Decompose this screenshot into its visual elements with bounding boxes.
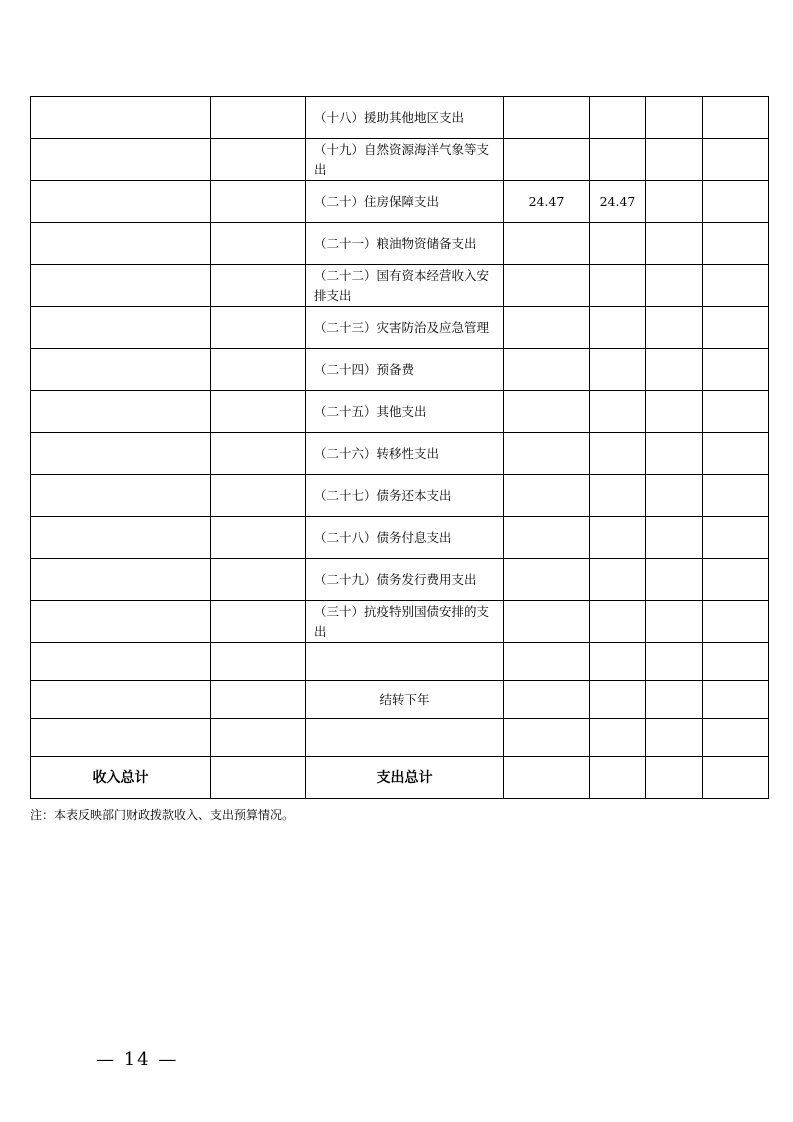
amount-total [504, 475, 590, 517]
table-row [31, 433, 769, 475]
amount-general [590, 559, 646, 601]
table-row [31, 181, 769, 223]
amount-general [590, 139, 646, 181]
totals-row [31, 757, 769, 799]
carry-forward-label: 结转下年 [306, 681, 504, 719]
amount-total [504, 433, 590, 475]
table-row [31, 681, 769, 719]
amount-total [504, 139, 590, 181]
amount-total [504, 223, 590, 265]
amount-general [590, 265, 646, 307]
amount-total [504, 601, 590, 643]
expense-item: （十八）援助其他地区支出 [306, 97, 504, 139]
amount-total [504, 559, 590, 601]
budget-table [30, 96, 769, 799]
table-note: 注：本表反映部门财政拨款收入、支出预算情况。 [30, 808, 295, 822]
amount-general [590, 517, 646, 559]
table-row [31, 223, 769, 265]
expense-item: （二十九）债务发行费用支出 [306, 559, 504, 601]
amount-general [590, 307, 646, 349]
expense-total-label: 支出总计 [306, 757, 504, 799]
expense-item: （二十）住房保障支出 [306, 181, 504, 223]
amount-total [504, 265, 590, 307]
expense-item: （三十）抗疫特别国债安排的支出 [306, 601, 504, 643]
expense-item: （二十一）粮油物资储备支出 [306, 223, 504, 265]
table-row [31, 391, 769, 433]
amount-total [504, 349, 590, 391]
table-row [31, 517, 769, 559]
amount-total: 24.47 [504, 181, 590, 223]
income-total-label: 收入总计 [31, 757, 211, 799]
expense-item: （二十二）国有资本经营收入安排支出 [306, 265, 504, 307]
amount-general [590, 223, 646, 265]
amount-general: 24.47 [590, 181, 646, 223]
amount-general [590, 97, 646, 139]
table-row [31, 601, 769, 643]
amount-total [504, 391, 590, 433]
amount-total [504, 307, 590, 349]
table-row [31, 559, 769, 601]
expense-item: （二十五）其他支出 [306, 391, 504, 433]
expense-item: （二十三）灾害防治及应急管理 [306, 307, 504, 349]
amount-general [590, 433, 646, 475]
table-row [31, 475, 769, 517]
amount-general [590, 391, 646, 433]
expense-item: （十九）自然资源海洋气象等支出 [306, 139, 504, 181]
expense-item: （二十七）债务还本支出 [306, 475, 504, 517]
amount-general [590, 601, 646, 643]
table-row [31, 97, 769, 139]
table-row [31, 307, 769, 349]
table-row [31, 643, 769, 681]
amount-general [590, 475, 646, 517]
table-row [31, 139, 769, 181]
amount-general [590, 349, 646, 391]
expense-item: （二十六）转移性支出 [306, 433, 504, 475]
expense-item: （二十四）预备费 [306, 349, 504, 391]
table-row [31, 719, 769, 757]
table-row [31, 349, 769, 391]
amount-total [504, 97, 590, 139]
table-row [31, 265, 769, 307]
expense-item: （二十八）债务付息支出 [306, 517, 504, 559]
amount-total [504, 517, 590, 559]
page-number: — 14 — [96, 1049, 179, 1070]
